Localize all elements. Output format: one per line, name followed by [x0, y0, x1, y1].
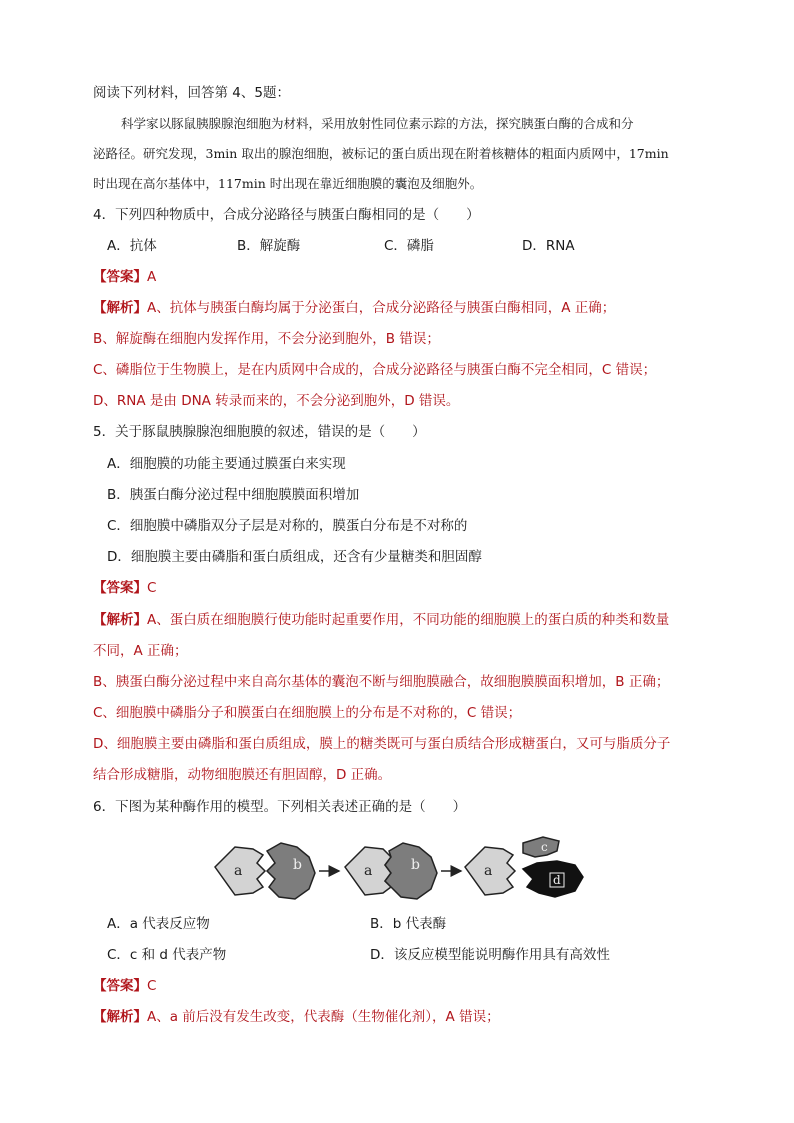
stage-3: [465, 837, 583, 897]
q6-option-a: A．a 代表反应物: [107, 916, 210, 932]
label-c: c: [541, 840, 548, 854]
q6-option-d: D．该反应模型能说明酶作用具有高效性: [370, 947, 610, 963]
q5-analysis-line-3: B、胰蛋白酶分泌过程中来自高尔基体的囊泡不断与细胞膜融合，故细胞膜膜面积增加，B 正确；: [93, 674, 670, 690]
stage-2: [345, 843, 437, 899]
q4-analysis-line-1: [93, 299, 615, 317]
q5-stem: 5．关于豚鼠胰腺腺泡细胞膜的叙述，错误的是（ ）: [93, 424, 426, 440]
q4-analysis-line-4: D、RNA 是由 DNA 转录而来的，不会分泌到胞外，D 错误。: [93, 393, 460, 409]
q5-analysis-line-2: 不同，A 正确；: [93, 643, 188, 659]
answer-tag: 【答案】: [93, 269, 147, 285]
q4-option-b: B．解旋酶: [237, 238, 301, 254]
label-b: b: [293, 857, 302, 873]
q5-option-b: B．胰蛋白酶分泌过程中细胞膜膜面积增加: [107, 487, 360, 503]
q4-stem: 4．下列四种物质中，合成分泌路径与胰蛋白酶相同的是（ ）: [93, 207, 480, 223]
material-line-1: 科学家以豚鼠胰腺腺泡细胞为材料，采用放射性同位素示踪的方法，探究胰蛋白酶的合成和分: [121, 116, 634, 131]
q4-option-d: D．RNA: [522, 238, 575, 254]
q4-answer: [93, 268, 156, 286]
analysis-tag: 【解析】: [93, 300, 147, 316]
q6-answer: [93, 977, 156, 995]
material-line-2: 泌路径。研究发现，3min 取出的腺泡细胞，被标记的蛋白质出现在附着核糖体的粗面内质网中，17min: [93, 146, 669, 161]
material-line-3: 时出现在高尔基体中，117min 时出现在靠近细胞膜的囊泡及细胞外。: [93, 176, 483, 191]
q5-analysis-line-1: [93, 611, 669, 629]
q4-option-a: A．抗体: [107, 238, 157, 254]
answer-value: C: [147, 580, 157, 596]
label-d: d: [553, 873, 561, 887]
label-a: a: [364, 863, 373, 879]
q5-option-d: D．细胞膜主要由磷脂和蛋白质组成，还含有少量糖类和胆固醇: [107, 549, 482, 565]
q5-option-c: C．细胞膜中磷脂双分子层是对称的，膜蛋白分布是不对称的: [107, 518, 468, 534]
q5-analysis-line-6: 结合形成糖脂，动物细胞膜还有胆固醇，D 正确。: [93, 767, 392, 783]
q4-option-c: C．磷脂: [384, 238, 434, 254]
q4-analysis-line-3: C、磷脂位于生物膜上，是在内质网中合成的，合成分泌路径与胰蛋白酶不完全相同，C 错误；: [93, 362, 657, 378]
analysis-tag: 【解析】: [93, 1009, 147, 1025]
answer-tag: 【答案】: [93, 978, 147, 994]
analysis-tag: 【解析】: [93, 612, 147, 628]
q6-stem: 6．下图为某种酶作用的模型。下列相关表述正确的是（ ）: [93, 799, 467, 815]
answer-value: A: [147, 269, 157, 285]
answer-tag: 【答案】: [93, 580, 147, 596]
q5-answer: [93, 579, 156, 597]
answer-value: C: [147, 978, 157, 994]
label-b: b: [411, 857, 420, 873]
q5-analysis-line-4: C、细胞膜中磷脂分子和膜蛋白在细胞膜上的分布是不对称的，C 错误；: [93, 705, 522, 721]
substrate-b-shape: [267, 843, 315, 899]
enzyme-model-diagram: [205, 835, 589, 907]
label-a: a: [484, 863, 493, 879]
q5-analysis-line-5: D、细胞膜主要由磷脂和蛋白质组成，膜上的糖类既可与蛋白质结合形成糖蛋白，又可与脂质分子: [93, 736, 671, 752]
q6-option-c: C．c 和 d 代表产物: [107, 947, 227, 963]
q6-analysis-line-1: [93, 1008, 500, 1026]
stage-1: [215, 843, 315, 899]
label-a: a: [234, 863, 243, 879]
analysis-text: A、蛋白质在细胞膜行使功能时起重要作用，不同功能的细胞膜上的蛋白质的种类和数量: [147, 612, 670, 628]
q5-option-a: A．细胞膜的功能主要通过膜蛋白来实现: [107, 456, 346, 472]
q4-analysis-line-2: B、解旋酶在细胞内发挥作用，不会分泌到胞外，B 错误；: [93, 331, 440, 347]
analysis-text: A、抗体与胰蛋白酶均属于分泌蛋白，合成分泌路径与胰蛋白酶相同，A 正确；: [147, 300, 616, 316]
reading-intro: 阅读下列材料，回答第 4、5题：: [93, 85, 290, 101]
analysis-text: A、a 前后没有发生改变，代表酶（生物催化剂），A 错误；: [147, 1009, 500, 1025]
q6-option-b: B．b 代表酶: [370, 916, 447, 932]
